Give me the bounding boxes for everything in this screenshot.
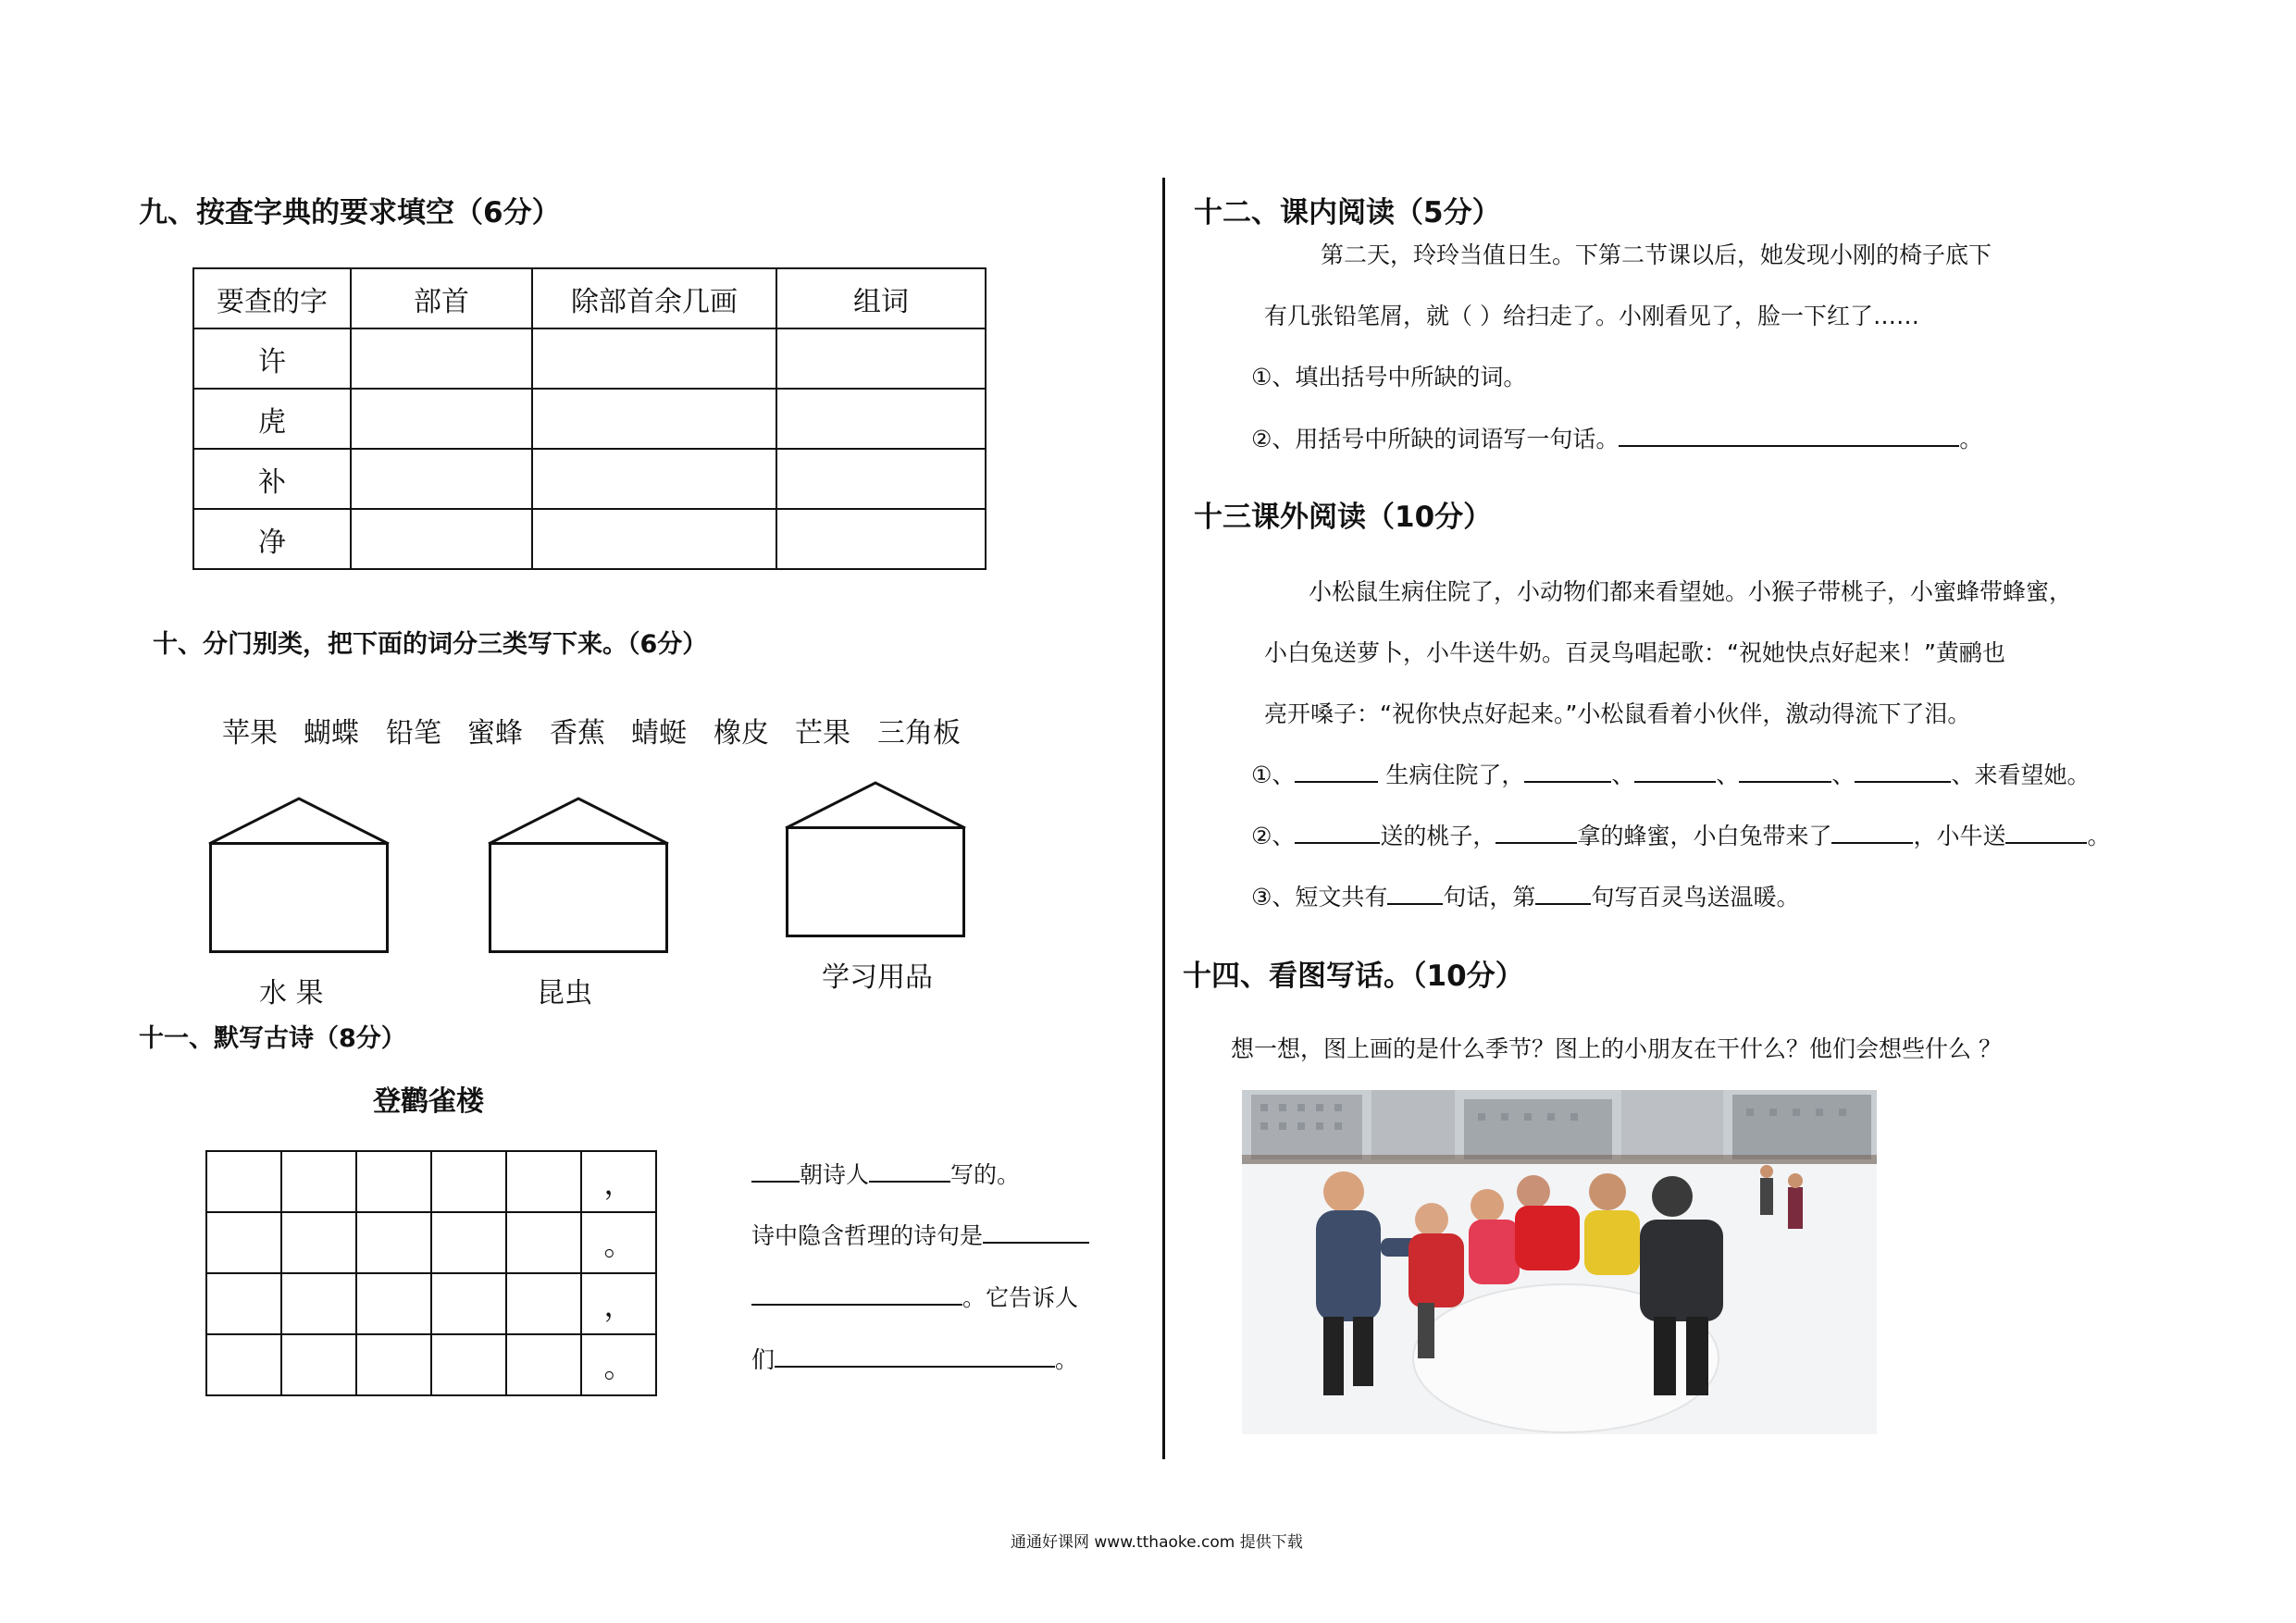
q14-title: 十四、看图写话。（10分） xyxy=(1183,960,1524,993)
separator: 、 xyxy=(1831,762,1855,788)
grid-punct: ， xyxy=(581,1273,656,1334)
grid-cell[interactable] xyxy=(431,1273,506,1334)
grid-cell[interactable] xyxy=(506,1273,581,1334)
table-header: 要查的字 xyxy=(193,268,351,328)
q14-prompt: 想一想，图上画的是什么季节？图上的小朋友在干什么？他们会想些什么 ？ xyxy=(1231,1035,2002,1062)
table-header: 组词 xyxy=(776,268,986,328)
separator: 、 xyxy=(1716,762,1740,788)
poem-q2 xyxy=(751,1218,1089,1251)
answer-box-fruit[interactable] xyxy=(209,842,389,953)
house-fruit xyxy=(209,796,389,953)
grid-cell[interactable] xyxy=(356,1273,431,1334)
blank[interactable] xyxy=(1496,818,1577,844)
word-pencil: 铅笔 xyxy=(386,717,441,750)
word-triangle-ruler: 三角板 xyxy=(877,717,961,750)
poem-row xyxy=(206,1334,656,1395)
grid-cell[interactable] xyxy=(281,1151,356,1212)
blank[interactable] xyxy=(1739,757,1831,783)
table-cell-char: 净 xyxy=(193,509,351,569)
grid-punct: 。 xyxy=(581,1212,656,1273)
roof-icon xyxy=(209,796,389,844)
q13-sub1-end: 、来看望她。 xyxy=(1951,762,2091,788)
answer-box-school-supplies[interactable] xyxy=(786,826,965,937)
q13-sub2-text3: ，小牛送 xyxy=(1913,823,2006,849)
grid-cell[interactable] xyxy=(281,1273,356,1334)
poem-row xyxy=(206,1212,656,1273)
table-header: 部首 xyxy=(351,268,532,328)
answer-cell[interactable] xyxy=(351,328,532,389)
poem-q1-end: 写的。 xyxy=(950,1161,1021,1188)
q13-sub3-text: ③、短文共有 xyxy=(1251,884,1388,911)
answer-cell[interactable] xyxy=(776,328,986,389)
grid-cell[interactable] xyxy=(206,1334,281,1395)
q13-sub1-text: 生病住院了， xyxy=(1385,762,1525,788)
answer-cell[interactable] xyxy=(351,389,532,449)
answer-cell[interactable] xyxy=(351,449,532,509)
house-school-supplies xyxy=(786,780,965,937)
table-row xyxy=(193,449,986,509)
grid-cell[interactable] xyxy=(206,1273,281,1334)
poem-q4-end: 。 xyxy=(1055,1346,1079,1373)
blank[interactable] xyxy=(2005,818,2087,844)
grid-punct: ， xyxy=(581,1151,656,1212)
answer-cell[interactable] xyxy=(532,509,776,569)
grid-cell[interactable] xyxy=(356,1151,431,1212)
q13-sub2-num: ②、 xyxy=(1251,823,1296,849)
blank[interactable] xyxy=(1295,818,1380,844)
blank[interactable] xyxy=(1387,879,1443,905)
blank[interactable] xyxy=(1535,879,1591,905)
blank-dynasty[interactable] xyxy=(751,1157,800,1183)
q13-sub3 xyxy=(1251,879,1799,912)
q12-sub2-end: 。 xyxy=(1959,426,1983,452)
poem-title: 登鹳雀楼 xyxy=(373,1085,484,1118)
house-label-insect: 昆虫 xyxy=(537,977,592,1010)
blank[interactable] xyxy=(1634,757,1716,783)
poem-q2-text: 诗中隐含哲理的诗句是 xyxy=(751,1222,984,1249)
table-cell-char: 许 xyxy=(193,328,351,389)
grid-punct: 。 xyxy=(581,1334,656,1395)
word-mango: 芒果 xyxy=(795,717,850,750)
word-apple: 苹果 xyxy=(222,717,278,750)
grid-cell[interactable] xyxy=(206,1151,281,1212)
word-banana: 香蕉 xyxy=(550,717,605,750)
dictionary-table xyxy=(192,267,987,570)
q13-passage-line1: 小松鼠生病住院了，小动物们都来看望她。小猴子带桃子，小蜜蜂带蜂蜜， xyxy=(1309,578,2073,605)
q13-sub1-num: ①、 xyxy=(1251,762,1296,788)
q13-sub1 xyxy=(1251,757,2090,790)
answer-cell[interactable] xyxy=(776,389,986,449)
word-eraser: 橡皮 xyxy=(714,717,769,750)
house-label-fruit: 水 果 xyxy=(259,977,324,1010)
poem-grid xyxy=(205,1150,657,1396)
separator: 、 xyxy=(1611,762,1635,788)
footer-credit: 通通好课网 www.tthaoke.com 提供下载 xyxy=(1011,1533,1303,1552)
answer-cell[interactable] xyxy=(351,509,532,569)
table-header-row xyxy=(193,268,986,328)
word-bee: 蜜蜂 xyxy=(467,717,523,750)
answer-cell[interactable] xyxy=(532,328,776,389)
grid-cell[interactable] xyxy=(356,1212,431,1273)
table-cell-char: 虎 xyxy=(193,389,351,449)
q12-sub1: ①、填出括号中所缺的词。 xyxy=(1251,364,1527,390)
table-row xyxy=(193,389,986,449)
table-row xyxy=(193,328,986,389)
q9-title: 九、按查字典的要求填空（6分） xyxy=(139,196,561,229)
blank-poet[interactable] xyxy=(869,1157,950,1183)
q13-title: 十三课外阅读（10分） xyxy=(1194,501,1493,534)
blank-philosophy-line-cont[interactable] xyxy=(751,1280,962,1306)
poem-q4-text: 们 xyxy=(751,1346,776,1373)
poem-q3-text: 。它告诉人 xyxy=(962,1284,1079,1311)
snow-scene-image xyxy=(1242,1090,1877,1434)
column-divider xyxy=(1162,178,1165,1459)
q13-sub2 xyxy=(1251,818,2110,851)
grid-cell[interactable] xyxy=(431,1212,506,1273)
q12-title: 十二、课内阅读（5分） xyxy=(1194,196,1501,229)
q13-passage-line3: 亮开嗓子：“祝你快点好起来。”小松鼠看着小伙伴，激动得流下了泪。 xyxy=(1264,700,1971,727)
q11-title: 十一、默写古诗（8分） xyxy=(139,1024,406,1053)
blank[interactable] xyxy=(1295,757,1378,783)
word-dragonfly: 蜻蜓 xyxy=(631,717,687,750)
q13-sub2-end: 。 xyxy=(2087,823,2111,849)
blank[interactable] xyxy=(1855,757,1951,783)
answer-cell[interactable] xyxy=(532,389,776,449)
blank[interactable] xyxy=(1831,818,1913,844)
poem-row xyxy=(206,1151,656,1212)
q13-sub3-text2: 句话，第 xyxy=(1443,884,1536,911)
answer-box-insect[interactable] xyxy=(489,842,668,953)
roof-icon xyxy=(786,780,965,828)
grid-cell[interactable] xyxy=(431,1151,506,1212)
answer-cell[interactable] xyxy=(532,449,776,509)
grid-cell[interactable] xyxy=(506,1334,581,1395)
table-cell-char: 补 xyxy=(193,449,351,509)
house-label-school-supplies: 学习用品 xyxy=(822,961,933,994)
q12-passage-line2: 有几张铅笔屑，就（ ）给扫走了。小刚看见了，脸一下红了…… xyxy=(1264,303,1919,329)
snowball-children-photo xyxy=(1242,1090,1877,1434)
blank-philosophy-line[interactable] xyxy=(983,1218,1089,1244)
q10-title: 十、分门别类，把下面的词分三类写下来。（6分） xyxy=(153,630,708,659)
q13-sub2-text2: 拿的蜂蜜，小白兔带来了 xyxy=(1577,823,1832,849)
answer-cell[interactable] xyxy=(776,509,986,569)
q12-passage-line1: 第二天，玲玲当值日生。下第二节课以后，她发现小刚的椅子底下 xyxy=(1321,242,1992,268)
poem-row xyxy=(206,1273,656,1334)
house-insect xyxy=(489,796,668,953)
q12-sub2-text: ②、用括号中所缺的词语写一句话。 xyxy=(1251,426,1620,452)
poem-q1 xyxy=(751,1157,1020,1190)
poem-q1-text: 朝诗人 xyxy=(800,1161,870,1188)
grid-cell[interactable] xyxy=(506,1212,581,1273)
blank[interactable] xyxy=(1524,757,1611,783)
answer-cell[interactable] xyxy=(776,449,986,509)
word-butterfly: 蝴蝶 xyxy=(304,717,359,750)
table-row xyxy=(193,509,986,569)
q13-sub2-text: 送的桃子， xyxy=(1380,823,1496,849)
roof-icon xyxy=(489,796,668,844)
table-header: 除部首余几画 xyxy=(532,268,776,328)
grid-cell[interactable] xyxy=(431,1334,506,1395)
grid-cell[interactable] xyxy=(356,1334,431,1395)
q12-sub2 xyxy=(1251,421,1982,454)
q13-sub3-text3: 句写百灵鸟送温暖。 xyxy=(1591,884,1800,911)
grid-cell[interactable] xyxy=(206,1212,281,1273)
q13-passage-line2: 小白兔送萝卜，小牛送牛奶。百灵鸟唱起歌：“祝她快点好起来！”黄鹂也 xyxy=(1264,639,2005,666)
grid-cell[interactable] xyxy=(281,1212,356,1273)
blank-sentence[interactable] xyxy=(1619,421,1959,447)
blank-meaning[interactable] xyxy=(775,1342,1055,1368)
grid-cell[interactable] xyxy=(506,1151,581,1212)
poem-q3 xyxy=(751,1280,1078,1313)
grid-cell[interactable] xyxy=(281,1334,356,1395)
poem-q4 xyxy=(751,1342,1078,1375)
